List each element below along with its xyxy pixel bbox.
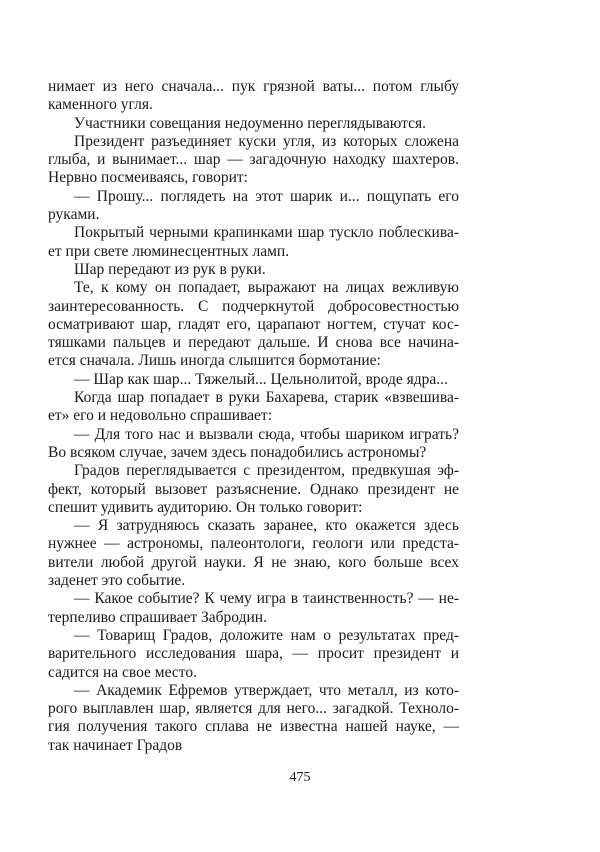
paragraph bbox=[48, 389, 459, 426]
text-line: — Прошу... поглядеть на этот шарик и... пощупать его bbox=[74, 187, 459, 205]
text-line: — Шар как шар... Тяжелый... Цельнолитой, вроде ядра... bbox=[74, 370, 448, 388]
paragraph bbox=[48, 590, 459, 627]
text-line: Шар передают из рук в руки. bbox=[74, 260, 266, 278]
paragraph bbox=[48, 682, 459, 755]
text-line: — Для того нас и вызвали сюда, чтобы шариком играть? bbox=[74, 425, 459, 443]
text-line: Нервно посмеиваясь, говорит: bbox=[48, 169, 248, 187]
text-line: садится на свое место. bbox=[48, 663, 197, 681]
text-line: Те, к кому он попадает, выражают на лицах вежливую bbox=[74, 279, 459, 297]
paragraph bbox=[48, 426, 459, 463]
text-line: — Я затрудняюсь сказать заранее, кто окажется здесь bbox=[74, 517, 459, 535]
text-line: — Какое событие? К чему игра в таинственность? — не- bbox=[74, 590, 459, 608]
text-line: Во всяком случае, зачем здесь понадобились астрономы? bbox=[48, 443, 427, 461]
page-number: 475 bbox=[289, 770, 311, 785]
text-line: ет при свете люминесцентных ламп. bbox=[48, 242, 290, 260]
text-line: заденет это событие. bbox=[48, 572, 186, 590]
paragraph bbox=[48, 224, 459, 261]
paragraph bbox=[48, 462, 459, 517]
paragraph bbox=[48, 371, 459, 389]
text-line: гия получения такого сплава не известна нашей науке, — bbox=[48, 718, 459, 736]
paragraph bbox=[48, 188, 459, 225]
text-line: ет» его и недовольно спрашивает: bbox=[48, 407, 273, 425]
paragraph bbox=[48, 517, 459, 590]
text-line: Президент разъединяет куски угля, из которых сложена bbox=[74, 132, 459, 150]
text-line: терпеливо спрашивает Забродин. bbox=[48, 608, 267, 626]
text-line: спешит удивить аудиторию. Он только говорит: bbox=[48, 498, 363, 516]
text-line: рого выплавлен шар, является для него... загадкой. Техноло- bbox=[48, 700, 459, 718]
text-line: руками. bbox=[48, 206, 100, 224]
text-line: глыба, и вынимает... шар — загадочную находку шахтеров. bbox=[48, 151, 459, 169]
text-line: каменного угля. bbox=[48, 96, 153, 114]
text-line: осматривают шар, гладят его, царапают ногтем, стучат кос- bbox=[48, 315, 459, 333]
text-line: Участники совещания недоуменно переглядываются. bbox=[74, 114, 426, 132]
text-line: варительного исследования шара, — просит президент и bbox=[48, 645, 459, 663]
paragraph bbox=[48, 279, 459, 370]
paragraph bbox=[48, 261, 459, 279]
text-line: Когда шар попадает в руки Бахарева, старик «взвешива- bbox=[74, 389, 459, 407]
body-text bbox=[48, 78, 459, 755]
text-line: тяшками пальцев и передают дальше. И снова все начина- bbox=[48, 334, 459, 352]
text-line: — Академик Ефремов утверждает, что металл, из кото- bbox=[74, 681, 459, 699]
text-line: — Товарищ Градов, доложите нам о результатах пред- bbox=[74, 626, 459, 644]
text-line: вители любой другой науки. Я не знаю, кого больше всех bbox=[48, 553, 459, 571]
book-page bbox=[48, 78, 459, 755]
text-line: заинтересованность. С подчеркнутой добросовестностью bbox=[48, 297, 459, 315]
paragraph bbox=[48, 133, 459, 188]
paragraph bbox=[48, 627, 459, 682]
text-line: фект, который вызовет разъяснение. Однако президент не bbox=[48, 480, 459, 498]
text-line: Покрытый черными крапинками шар тускло поблескива- bbox=[74, 224, 459, 242]
paragraph bbox=[48, 78, 459, 115]
text-line: так начинает Градов bbox=[48, 736, 183, 754]
paragraph bbox=[48, 115, 459, 133]
text-line: нужнее — астрономы, палеонтологи, геологи или предста- bbox=[48, 535, 459, 553]
text-line: нимает из него сначала... пук грязной ваты... потом глыбу bbox=[48, 78, 459, 95]
text-line: Градов переглядывается с президентом, предвкушая эф- bbox=[74, 462, 459, 480]
text-line: ется сначала. Лишь иногда слышится бормотание: bbox=[48, 352, 381, 370]
